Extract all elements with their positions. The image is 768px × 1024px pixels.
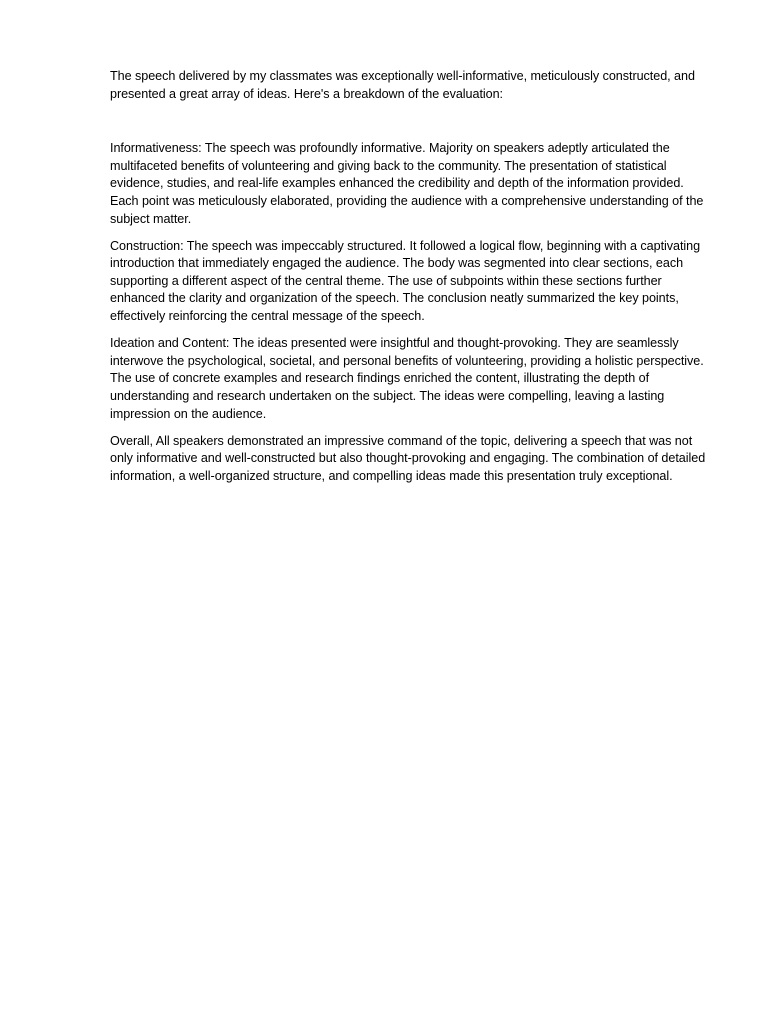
document-page bbox=[110, 68, 714, 495]
overall-paragraph: Overall, All speakers demonstrated an impressive command of the topic, delivering a speech that was not only informative and well-constructed but also thought-provoking and engaging. The combination of detailed information, a well-organized structure, and compelling ideas made this presentation truly exceptional. bbox=[110, 433, 706, 483]
ideation-content-paragraph: Ideation and Content: The ideas presented were insightful and thought-provoking. They are seamlessly interwove the psychological, societal, and personal benefits of volunteering, providing a holistic perspective. The use of concrete examples and research findings enriched the content, illustrating the depth of understanding and research undertaken on the subject. The ideas were compelling, leaving a lasting impression on the audience. bbox=[110, 336, 704, 421]
informativeness-paragraph: Informativeness: The speech was profoundly informative. Majority on speakers adeptly articulated the multifaceted benefits of volunteering and giving back to the community. The presentation of statistical evidence, studies, and real-life examples enhanced the credibility and depth of the information provided. Each point was meticulously elaborated, providing the audience with a comprehensive understanding of the subject matter. bbox=[110, 141, 704, 226]
intro-paragraph: The speech delivered by my classmates was exceptionally well-informative, meticulously constructed, and presented a great array of ideas. Here's a breakdown of the evaluation: bbox=[110, 69, 695, 101]
construction-paragraph: Construction: The speech was impeccably structured. It followed a logical flow, beginning with a captivating introduction that immediately engaged the audience. The body was segmented into clear sections, each supporting a different aspect of the central theme. The use of subpoints within these sections further enhanced the clarity and organization of the speech. The conclusion neatly summarized the key points, effectively reinforcing the central message of the speech. bbox=[110, 238, 701, 324]
